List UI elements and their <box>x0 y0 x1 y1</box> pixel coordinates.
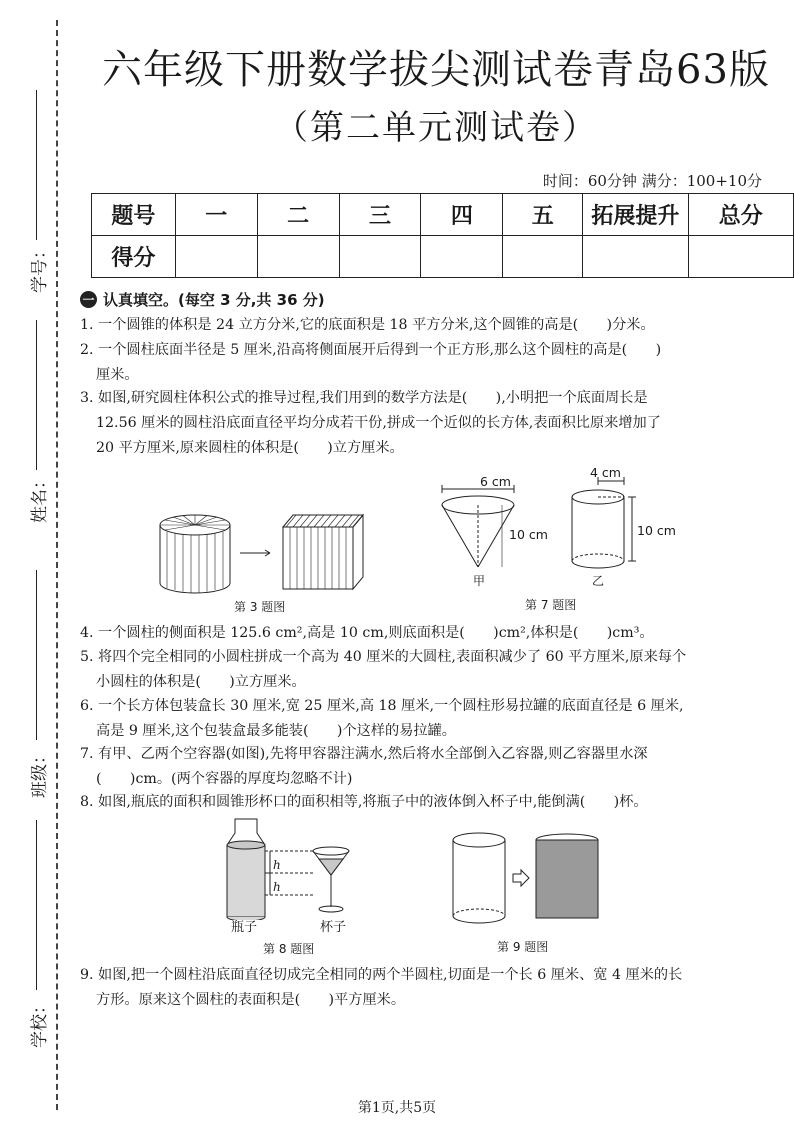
score-header-cell: 三 <box>339 194 421 236</box>
page-title: 六年级下册数学拔尖测试卷青岛63版 <box>102 47 770 93</box>
score-header-cell: 拓展提升 <box>583 194 688 236</box>
score-header-cell: 一 <box>175 194 257 236</box>
score-table <box>91 193 794 278</box>
fig7-cone-diameter: 6 cm <box>480 474 511 489</box>
score-table-score-row <box>92 236 794 278</box>
score-table-header-row <box>92 194 794 236</box>
score-cell[interactable] <box>339 236 421 278</box>
figure-8 <box>215 815 365 920</box>
question-1: 1. 一个圆锥的体积是 24 立方分米,它的底面积是 18 平方分米,这个圆锥的高是( )分米。 <box>80 317 655 333</box>
question-6: 6. 一个长方体包装盒长 30 厘米,宽 25 厘米,高 18 厘米,一个圆柱形易拉罐的底面直径是 6 厘米, 高是 9 厘米,这个包装盒最多能装( )个这样的易拉罐。 <box>80 698 684 739</box>
fig7-cylinder-height: 10 cm <box>637 523 676 538</box>
school-label: 学校： <box>30 997 50 1048</box>
score-cell[interactable] <box>257 236 339 278</box>
name-field[interactable] <box>18 320 48 530</box>
name-label: 姓名： <box>30 472 50 523</box>
page-footer: 第1页,共5页 <box>357 1100 437 1116</box>
class-field[interactable] <box>18 570 48 800</box>
question-9: 9. 如图,把一个圆柱沿底面直径切成完全相同的两个半圆柱,切面是一个长 6 厘米、宽 4 厘米的长 方形。原来这个圆柱的表面积是( )平方厘米。 <box>80 967 683 1008</box>
figure-9-caption: 第 9 题图 <box>497 940 549 954</box>
score-cell[interactable] <box>421 236 503 278</box>
score-header-cell: 五 <box>503 194 583 236</box>
score-header-cell: 题号 <box>92 194 176 236</box>
figure-8-caption: 第 8 题图 <box>263 942 315 956</box>
question-5: 5. 将四个完全相同的小圆柱拼成一个高为 40 厘米的大圆柱,表面积减少了 60 平方厘米,原来每个 小圆柱的体积是( )立方厘米。 <box>80 649 687 690</box>
fig7-label-a: 甲 <box>473 574 486 588</box>
section-badge: 一 <box>80 291 97 308</box>
page-subtitle: （第二单元测试卷） <box>274 108 598 148</box>
time-info: 时间：60分钟 满分：100+10分 <box>542 172 762 190</box>
score-cell[interactable] <box>503 236 583 278</box>
question-4: 4. 一个圆柱的侧面积是 125.6 cm²,高是 10 cm,则底面积是( )cm²,体积是( )cm³。 <box>80 625 654 641</box>
fig7-label-b: 乙 <box>592 574 605 588</box>
fig7-cone-height: 10 cm <box>509 527 548 542</box>
fig8-bottle-label: 瓶子 <box>231 920 258 935</box>
question-8: 8. 如图,瓶底的面积和圆锥形杯口的面积相等,将瓶子中的液体倒入杯子中,能倒满( )杯。 <box>80 794 648 810</box>
figure-7-caption: 第 7 题图 <box>525 598 577 612</box>
score-cell[interactable] <box>175 236 257 278</box>
student-id-field[interactable] <box>18 90 48 300</box>
student-id-label: 学号： <box>30 242 50 293</box>
school-field[interactable] <box>18 820 48 1050</box>
figure-7 <box>430 465 670 590</box>
score-cell[interactable] <box>583 236 688 278</box>
fig8-h-label: h <box>273 858 281 872</box>
cut-line <box>56 20 58 1110</box>
score-header-cell: 总分 <box>688 194 793 236</box>
fig8-cup-label: 杯子 <box>320 920 347 935</box>
figure-3 <box>155 505 375 595</box>
question-3: 3. 如图,研究圆柱体积公式的推导过程,我们用到的数学方法是( ),小明把一个底面周长是 12.56 厘米的圆柱沿底面直径平均分成若干份,拼成一个近似的长方体,表面积比原来增加了 20 平方厘米,原来圆柱的体积是( )立方厘米。 <box>80 390 661 456</box>
figure-9 <box>445 828 610 928</box>
fig8-h-label: h <box>273 880 281 894</box>
question-7: 7. 有甲、乙两个空容器(如图),先将甲容器注满水,然后将水全部倒入乙容器,则乙容器里水深 ( )cm。(两个容器的厚度均忽略不计) <box>80 746 648 787</box>
binding-column <box>0 0 70 1123</box>
question-2: 2. 一个圆柱底面半径是 5 厘米,沿高将侧面展开后得到一个正方形,那么这个圆柱的高是( ) 厘米。 <box>80 342 662 383</box>
section-heading-text: 认真填空。(每空 3 分,共 36 分) <box>103 291 325 309</box>
figure-3-caption: 第 3 题图 <box>234 600 286 614</box>
section-heading <box>80 289 325 310</box>
score-header-cell: 四 <box>421 194 503 236</box>
score-header-cell: 二 <box>257 194 339 236</box>
score-row-label: 得分 <box>92 236 176 278</box>
class-label: 班级： <box>30 747 50 798</box>
score-cell[interactable] <box>688 236 793 278</box>
fig7-cylinder-radius: 4 cm <box>590 465 621 480</box>
